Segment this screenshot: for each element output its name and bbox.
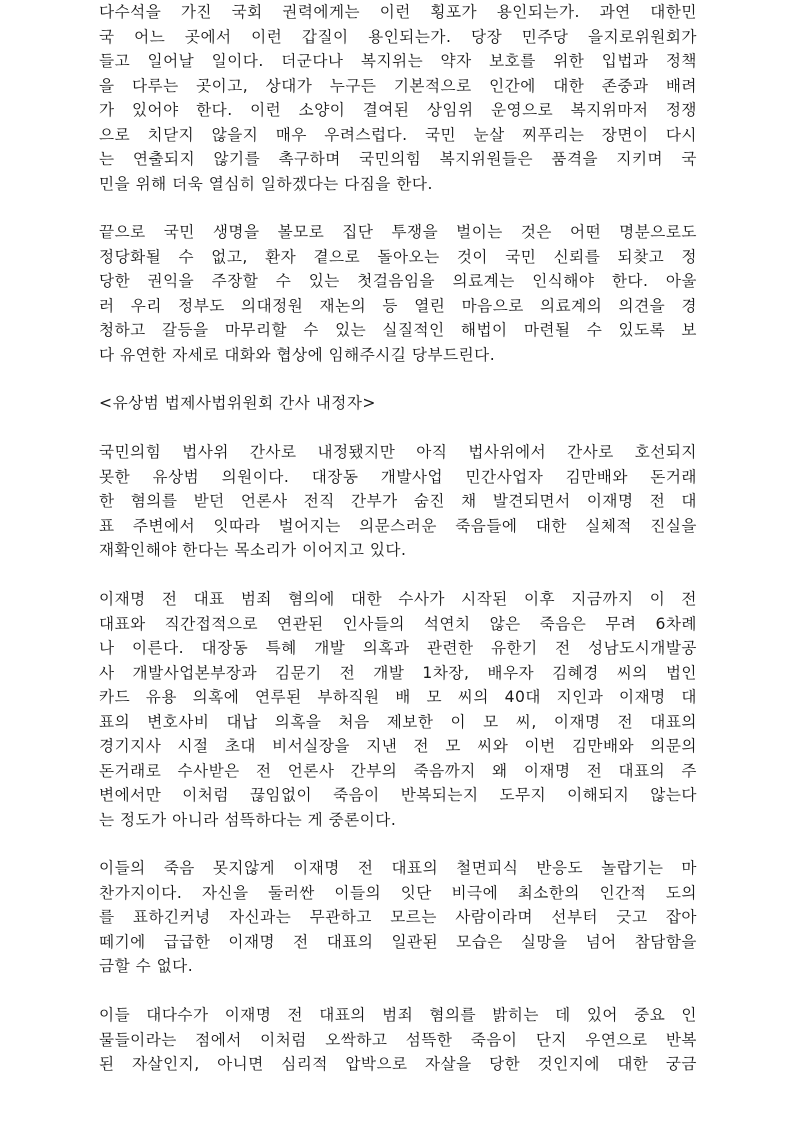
text-line: 찬가지이다. 자신을 둘러싼 이들의 잇단 비극에 최소한의 인간적 도의 — [99, 883, 697, 902]
text-line: 러 우리 정부도 의대정원 재논의 등 열린 마음으로 의료계의 의견을 경 — [99, 296, 697, 315]
text-line: 변에서만 이처럼 끊임없이 죽음이 반복되는지 도무지 이해되지 않는다 — [99, 786, 697, 804]
text-line: 못한 유상범 의원이다. 대장동 개발사업 민간사업자 김만배와 돈거래 — [99, 467, 697, 486]
text-line: 카드 유용 의혹에 연루된 부하직원 배 모 씨의 40대 지인과 이재명 대 — [99, 688, 697, 706]
text-line: 민을 위해 더욱 열심히 일하겠다는 다짐을 한다. — [99, 174, 433, 193]
paragraph — [99, 391, 697, 416]
text-line: 당한 권익을 주장할 수 있는 첫걸음임을 의료계는 인식해야 한다. 아울 — [99, 272, 697, 290]
paragraph — [99, 1003, 697, 1077]
text-line: 들고 일어날 일이다. 더군다나 복지위는 약자 보호를 위한 입법과 정책 — [99, 52, 697, 70]
text-line: 으로 치닫지 않을지 매우 우려스럽다. 국민 눈살 찌푸리는 장면이 다시 — [99, 125, 697, 144]
text-line: 금할 수 없다. — [99, 957, 194, 975]
text-line: 물들이라는 점에서 이처럼 오싹하고 섬뜩한 죽음이 단지 우연으로 반복 — [99, 1030, 697, 1049]
text-line: 나 이른다. 대장동 특혜 개발 의혹과 관련한 유한기 전 성남도시개발공 — [99, 639, 697, 657]
text-line: 을 다루는 곳이고, 상대가 누구든 기본적으로 인간에 대한 존중과 배려 — [99, 76, 697, 95]
text-line: 표 주변에서 잇따라 벌어지는 의문스러운 죽음들에 대한 실체적 진실을 — [99, 516, 697, 535]
text-line: 끝으로 국민 생명을 볼모로 집단 투쟁을 벌이는 것은 어떤 명분으로도 — [99, 223, 697, 241]
text-line: 이재명 전 대표 범죄 혐의에 대한 수사가 시작된 이후 지금까지 이 전 — [99, 590, 697, 608]
text-line: 다 유연한 자세로 대화와 협상에 임해주시길 당부드린다. — [99, 345, 496, 364]
text-line: 정당화될 수 없고, 환자 곁으로 돌아오는 것이 국민 신뢰를 되찾고 정 — [99, 247, 697, 266]
text-line: 는 정도가 아니라 섬뜩하다는 게 중론이다. — [99, 810, 397, 829]
text-line: 경기지사 시절 초대 비서실장을 지낸 전 모 씨와 이번 김만배와 의문의 — [99, 737, 697, 755]
text-line: 가 있어야 한다. 이런 소양이 결여된 상임위 운영으로 복지위마저 정쟁 — [99, 101, 697, 119]
text-line: <유상범 법제사법위원회 간사 내정자> — [99, 394, 376, 412]
text-line: 는 연출되지 않기를 촉구하며 국민의힘 복지위원들은 품격을 지키며 국 — [99, 150, 697, 168]
paragraph — [99, 0, 697, 196]
text-line: 국민의힘 법사위 간사로 내정됐지만 아직 법사위에서 간사로 호선되지 — [99, 443, 697, 461]
text-line: 대표와 직간접적으로 연관된 인사들의 석연치 않은 죽음은 무려 6차례 — [99, 614, 697, 633]
text-line: 이들 대다수가 이재명 전 대표의 범죄 혐의를 밝히는 데 있어 중요 인 — [99, 1006, 697, 1024]
text-line: 국 어느 곳에서 이런 갑질이 용인되는가. 당장 민주당 을지로위원회가 — [99, 27, 697, 46]
text-line: 떼기에 급급한 이재명 전 대표의 일관된 모습은 실망을 넘어 참담함을 — [99, 932, 697, 951]
text-line: 사 개발사업본부장과 김문기 전 개발 1차장, 배우자 김혜경 씨의 법인 — [99, 663, 697, 682]
text-line: 한 혐의를 받던 언론사 전직 간부가 숨진 채 발견되면서 이재명 전 대 — [99, 492, 697, 510]
text-line: 돈거래로 수사받은 전 언론사 간부의 죽음까지 왜 이재명 전 대표의 주 — [99, 761, 697, 780]
paragraph — [99, 220, 697, 367]
text-line: 청하고 갈등을 마무리할 수 있는 실질적인 해법이 마련될 수 있도록 보 — [99, 321, 697, 339]
text-line: 표의 변호사비 대납 의혹을 처음 제보한 이 모 씨, 이재명 전 대표의 — [99, 712, 697, 731]
text-line: 이들의 죽음 못지않게 이재명 전 대표의 철면피식 반응도 놀랍기는 마 — [99, 859, 697, 877]
text-line: 다수석을 가진 국회 권력에게는 이런 횡포가 용인되는가. 과연 대한민 — [99, 3, 697, 21]
text-line: 된 자살인지, 아니면 심리적 압박으로 자살을 당한 것인지에 대한 궁금 — [99, 1055, 697, 1073]
text-line: 를 표하긴커녕 자신과는 무관하고 모르는 사람이라며 선부터 긋고 잡아 — [99, 908, 697, 926]
paragraph — [99, 440, 697, 563]
paragraph — [99, 587, 697, 832]
text-line: 재확인해야 한다는 목소리가 이어지고 있다. — [99, 541, 407, 559]
paragraph — [99, 856, 697, 979]
